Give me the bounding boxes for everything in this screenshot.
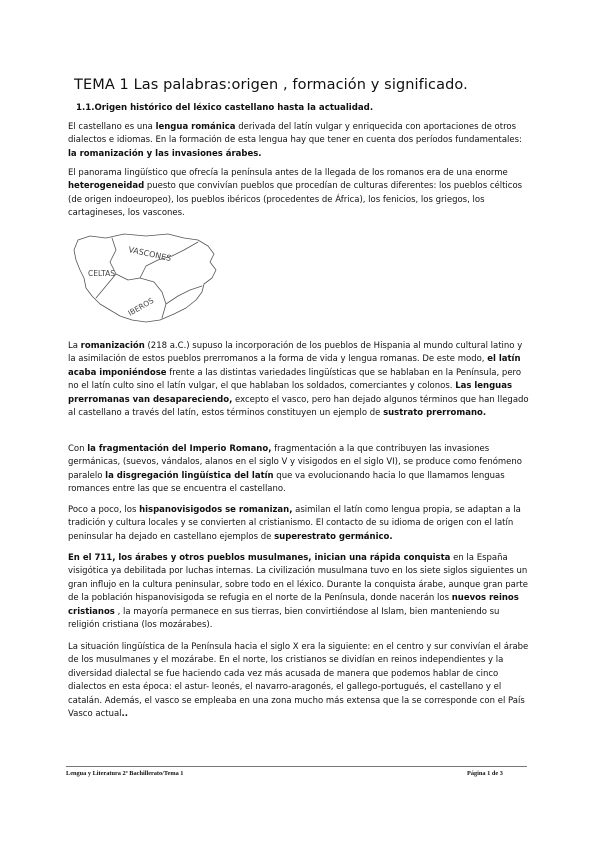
bold-text: la disgregación lingüística del latín xyxy=(105,470,274,481)
paragraph-fragmentacion xyxy=(68,443,530,497)
footer-page-number: Página 1 de 3 xyxy=(467,770,503,777)
text-run: puesto que convivían pueblos que procedían de culturas diferentes: los pueblos célticos (de origen indoeuropeo), los pueblos ibéricos (procedentes de África), los fenicios, los griegos, los cartagineses, los vascones. xyxy=(68,181,523,219)
text-run: derivada del latín vulgar y enriquecida con aportaciones de otros dialectos e idiomas. En la formación de esta lengua hay que tener en cuenta dos períodos fundamentales: xyxy=(68,122,522,146)
paragraph-intro xyxy=(68,121,530,161)
text-run: que va evolucionando hacia lo que llamamos lenguas romances entre las que se encuentra el castellano. xyxy=(68,470,505,495)
text-run: frente a las distintas variedades lingüísticas que se hablaban en la Península, pero no el latín culto sino el latín vulgar, el que hablaban los soldados, comerciantes y colonos. xyxy=(68,367,522,392)
text-run: , la mayoría permanece en sus tierras, bien convirtiéndose al Islam, bien manteniendo su religión cristiana (los mozárabes). xyxy=(68,606,500,631)
bold-text: .. xyxy=(121,709,129,720)
text-run: Con xyxy=(68,444,88,454)
label-vascones: VASCONES xyxy=(127,245,173,264)
section-subtitle: 1.1.Origen histórico del léxico castellano hasta la actualidad. xyxy=(76,103,374,113)
iberian-peoples-sketch xyxy=(66,230,246,330)
text-run: La xyxy=(68,341,81,351)
paragraph-panorama xyxy=(68,167,530,221)
paragraph-arabes xyxy=(68,552,530,632)
page-title: TEMA 1 Las palabras:origen , formación y significado. xyxy=(74,77,468,93)
bold-text: heterogeneidad xyxy=(68,181,145,192)
bold-text: sustrato prerromano. xyxy=(383,408,487,419)
text-run: Poco a poco, los xyxy=(68,505,140,515)
bold-text: En el 711, los árabes y otros pueblos musulmanes, inician una rápida conquista xyxy=(68,553,451,563)
bold-text: nuevos reinos cristianos xyxy=(68,593,519,617)
bold-text: Las lenguas prerromanas van desapareciendo, xyxy=(68,381,513,405)
footer-course: Lengua y Literatura 2º Bachillerato/Tema 1 xyxy=(66,770,184,777)
bold-text: la romanización y las invasiones árabes. xyxy=(68,148,262,159)
text-run: La situación lingüística de la Península hacia el siglo X era la siguiente: en el centro y sur convivían el árabe de los musulmanes y el mozárabe. En el norte, los cristianos se dividían en reinos independientes y la diversidad dialectal se fue haciendo cada vez más acusada de manera que podemos hablar de cinco dialectos en esta época: el astur- leonés, el navarro-aragonés, el gallego-portugués, el castellano y el catalán. Además, el vasco se empleaba en una zona mucho más extensa que la se corresponde con el País Vasco actual xyxy=(68,642,529,720)
text-run: en la España visigótica ya debilitada por luchas internas. La civilización musulmana tuvo en los siete siglos siguientes un gran influjo en la cultura peninsular, sobre todo en el léxico. Durante la conquista árabe, aunque gran parte de la población hispanovisigoda se refugia en el norte de la Península, donde nacerán los xyxy=(68,553,528,604)
bold-text: la fragmentación del Imperio Romano, xyxy=(87,444,272,454)
text-run: excepto el vasco, pero han dejado algunos términos que han llegado al castellano a través del latín, estos términos constituyen un ejemplo de xyxy=(68,394,529,419)
bold-text: lengua románica xyxy=(155,122,236,132)
bold-text: hispanovisigodos se romanizan, xyxy=(139,505,293,515)
label-iberos: IBEROS xyxy=(126,295,156,318)
bold-text: el latín acaba imponiéndose xyxy=(68,354,521,378)
paragraph-hispanovisigodos xyxy=(68,504,530,544)
footer-divider xyxy=(66,766,527,767)
text-run: El castellano es una xyxy=(68,122,156,132)
paragraph-romanizacion xyxy=(68,340,530,420)
label-celtas: CELTAS xyxy=(88,269,116,278)
text-run: fragmentación a la que contribuyen las invasiones germánicas, (suevos, vándalos, alanos en el siglo V y visigodos en el siglo VI), se produce como fenómeno paralelo xyxy=(68,444,522,481)
text-run: El panorama lingüístico que ofrecía la península antes de la llegada de los romanos era de una enorme xyxy=(68,168,508,178)
bold-text: romanización xyxy=(80,341,145,351)
bold-text: superestrato germánico. xyxy=(274,531,393,542)
region-divider xyxy=(166,286,202,304)
text-run: (218 a.C.) supuso la incorporación de los pueblos de Hispania al mundo cultural latino y la asimilación de estos pueblos prerromanos a la forma de vida y lengua romanas. De este modo, xyxy=(68,341,523,365)
text-run: asimilan el latín como lengua propia, se adaptan a la tradición y cultura locales y se convierten al cristianismo. El contacto de su idioma de origen con el latín peninsular ha dejado en castellano ejemplos de xyxy=(68,505,521,542)
paragraph-siglo-x xyxy=(68,641,530,721)
